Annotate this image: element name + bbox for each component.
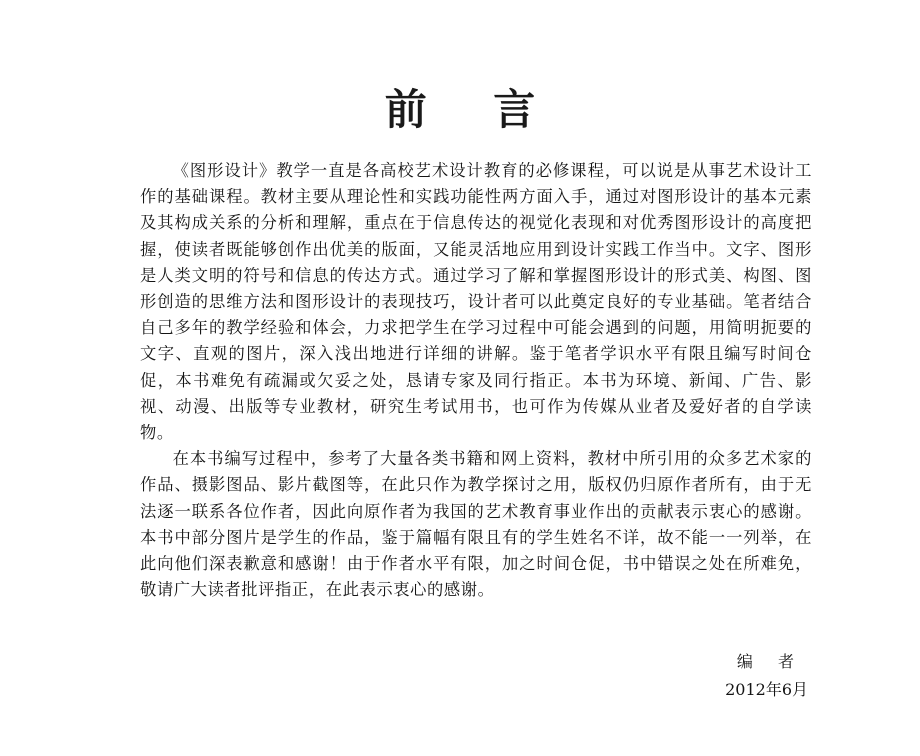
preface-body [140, 158, 812, 603]
paragraph-2: 在本书编写过程中，参考了大量各类书籍和网上资料，教材中所引用的众多艺术家的作品、摄影图品、影片截图等，在此只作为教学探讨之用，版权仍归原作者所有，由于无法逐一联系各位作者，因此向原作者为我国的艺术教育事业作出的贡献表示衷心的感谢。本书中部分图片是学生的作品，鉴于篇幅有限且有的学生姓名不详，故不能一一列举，在此向他们深表歉意和感谢！由于作者水平有限，加之时间仓促，书中错误之处在所难免，敬请广大读者批评指正，在此表示衷心的感谢。 [140, 449, 812, 600]
paragraph-1: 《图形设计》教学一直是各高校艺术设计教育的必修课程，可以说是从事艺术设计工作的基础课程。教材主要从理论性和实践功能性两方面入手，通过对图形设计的基本元素及其构成关系的分析和理解，重点在于信息传达的视觉化表现和对优秀图形设计的高度把握，使读者既能够创作出优美的版面，又能灵活地应用到设计实践工作当中。文字、图形是人类文明的符号和信息的传达方式。通过学习了解和掌握图形设计的形式美、构图、图形创造的思维方法和图形设计的表现技巧，设计者可以此奠定良好的专业基础。笔者结合自己多年的教学经验和体会，力求把学生在学习过程中可能会遇到的问题，用简明扼要的文字、直观的图片，深入浅出地进行详细的讲解。鉴于笔者学识水平有限且编写时间仓促，本书难免有疏漏或欠妥之处，恳请专家及同行指正。本书为环境、新闻、广告、影视、动漫、出版等专业教材，研究生考试用书，也可作为传媒从业者及爱好者的自学读物。 [140, 161, 812, 443]
signature-date: 2012年6月 [725, 680, 808, 699]
page-title: 前 言 [384, 85, 562, 135]
signature-block [725, 648, 808, 704]
signature-author: 编 者 [736, 652, 804, 671]
